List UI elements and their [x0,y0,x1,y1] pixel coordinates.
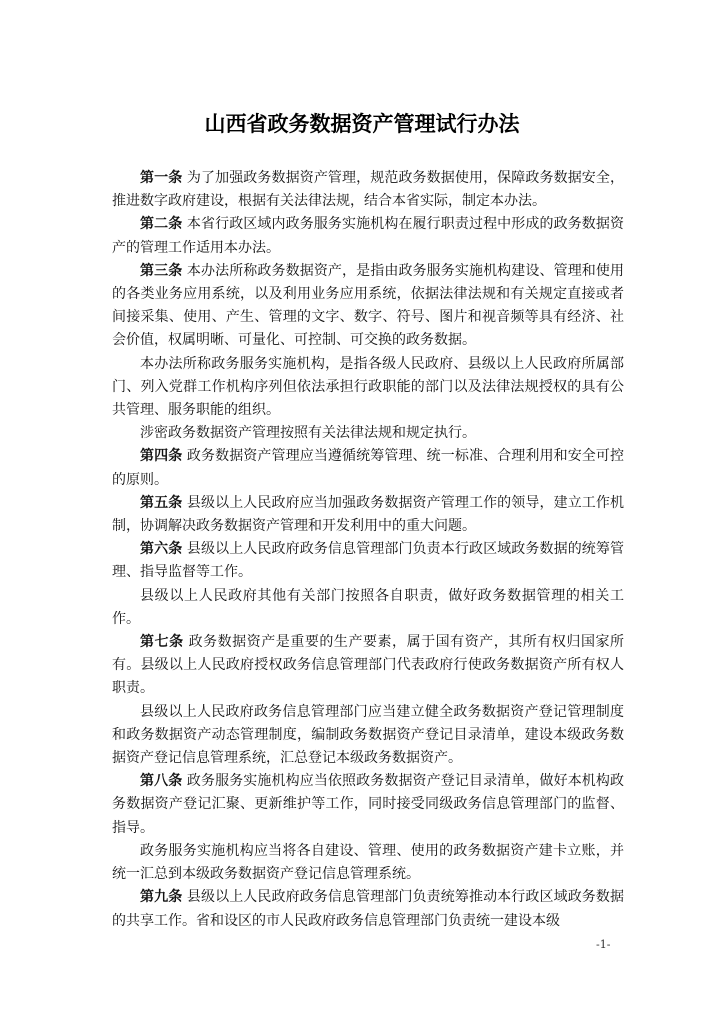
article-label: 第八条 [140,773,183,790]
article-label: 第七条 [140,634,184,651]
article-label: 第三条 [140,262,183,279]
paragraph-text: 县级以上人民政府政务信息管理部门应当建立健全政务数据资产登记管理制度和政务数据资产动态管理制度，编制政务数据资产登记目录清单，建设本级政务数据资产登记信息管理系统，汇总登记本级政务数据资产。 [112,703,624,767]
article-text: 本省行政区域内政务服务实施机构在履行职责过程中形成的政务数据资产的管理工作适用本办法。 [112,216,625,256]
article-label: 第四条 [140,448,183,465]
article-text: 县级以上人民政府政务信息管理部门负责统筹推动本行政区域政务数据的共享工作。省和设区的市人民政府政务信息管理部门负责统一建设本级 [112,889,625,929]
document-title: 山西省政务数据资产管理试行办法 [204,112,520,136]
article-text: 政务数据资产是重要的生产要素，属于国有资产，其所有权归国家所有。县级以上人民政府授权政务信息管理部门代表政府行使政务数据资产所有权人职责。 [112,634,625,697]
article-text: 县级以上人民政府应当加强政务数据资产管理工作的领导，建立工作机制，协调解决政务数据资产管理和开发利用中的重大问题。 [112,494,625,535]
article-text: 政务数据资产管理应当遵循统筹管理、统一标准、合理利用和安全可控的原则。 [112,448,625,488]
article-6 [112,538,624,584]
article-label: 第五条 [140,494,183,511]
article-label: 第二条 [140,216,183,233]
article-3-para-2 [112,353,624,423]
paragraph-text: 政务服务实施机构应当将各自建设、管理、使用的政务数据资产建卡立账，并统一汇总到本级政务数据资产登记信息管理系统。 [112,842,624,883]
article-3-para-3 [112,422,624,445]
article-text: 为了加强政务数据资产管理，规范政务数据使用，保障政务数据安全，推进数字政府建设，根据有关法律法规，结合本省实际，制定本办法。 [112,170,625,210]
paragraph-text: 涉密政务数据资产管理按照有关法律法规和规定执行。 [140,425,476,442]
article-3 [112,260,624,353]
article-1 [112,167,624,213]
article-text: 政务服务实施机构应当依照政务数据资产登记目录清单，做好本机构政务数据资产登记汇聚、更新维护等工作，同时接受同级政务信息管理部门的监督、指导。 [112,773,625,836]
paragraph-text: 本办法所称政务服务实施机构，是指各级人民政府、县级以上人民政府所属部门、列入党群工作机构序列但依法承担行政职能的部门以及法律法规授权的具有公共管理、服务职能的组织。 [112,355,624,419]
article-2 [112,213,624,259]
article-text: 本办法所称政务数据资产，是指由政务服务实施机构建设、管理和使用的各类业务应用系统，以及利用业务应用系统，依据法律法规和有关规定直接或者间接采集、使用、产生、管理的文字、数字、符号、图片和视音频等具有经济、社会价值，权属明晰、可量化、可控制、可交换的政务数据。 [112,262,625,349]
article-text: 县级以上人民政府政务信息管理部门负责本行政区域政务数据的统筹管理、指导监督等工作。 [112,541,625,581]
article-8-para-2 [112,840,624,886]
article-label: 第九条 [140,889,183,906]
article-7 [112,631,624,701]
page-number: -1- [596,938,611,951]
article-4 [112,445,624,491]
article-label: 第一条 [140,170,183,186]
article-label: 第六条 [140,541,183,558]
article-7-para-2 [112,701,624,771]
paragraph-text: 县级以上人民政府其他有关部门按照各自职责，做好政务数据管理的相关工作。 [112,587,624,627]
document-body [112,167,624,933]
article-8 [112,770,624,840]
article-6-para-2 [112,585,624,631]
article-9 [112,886,624,932]
article-5 [112,492,624,538]
